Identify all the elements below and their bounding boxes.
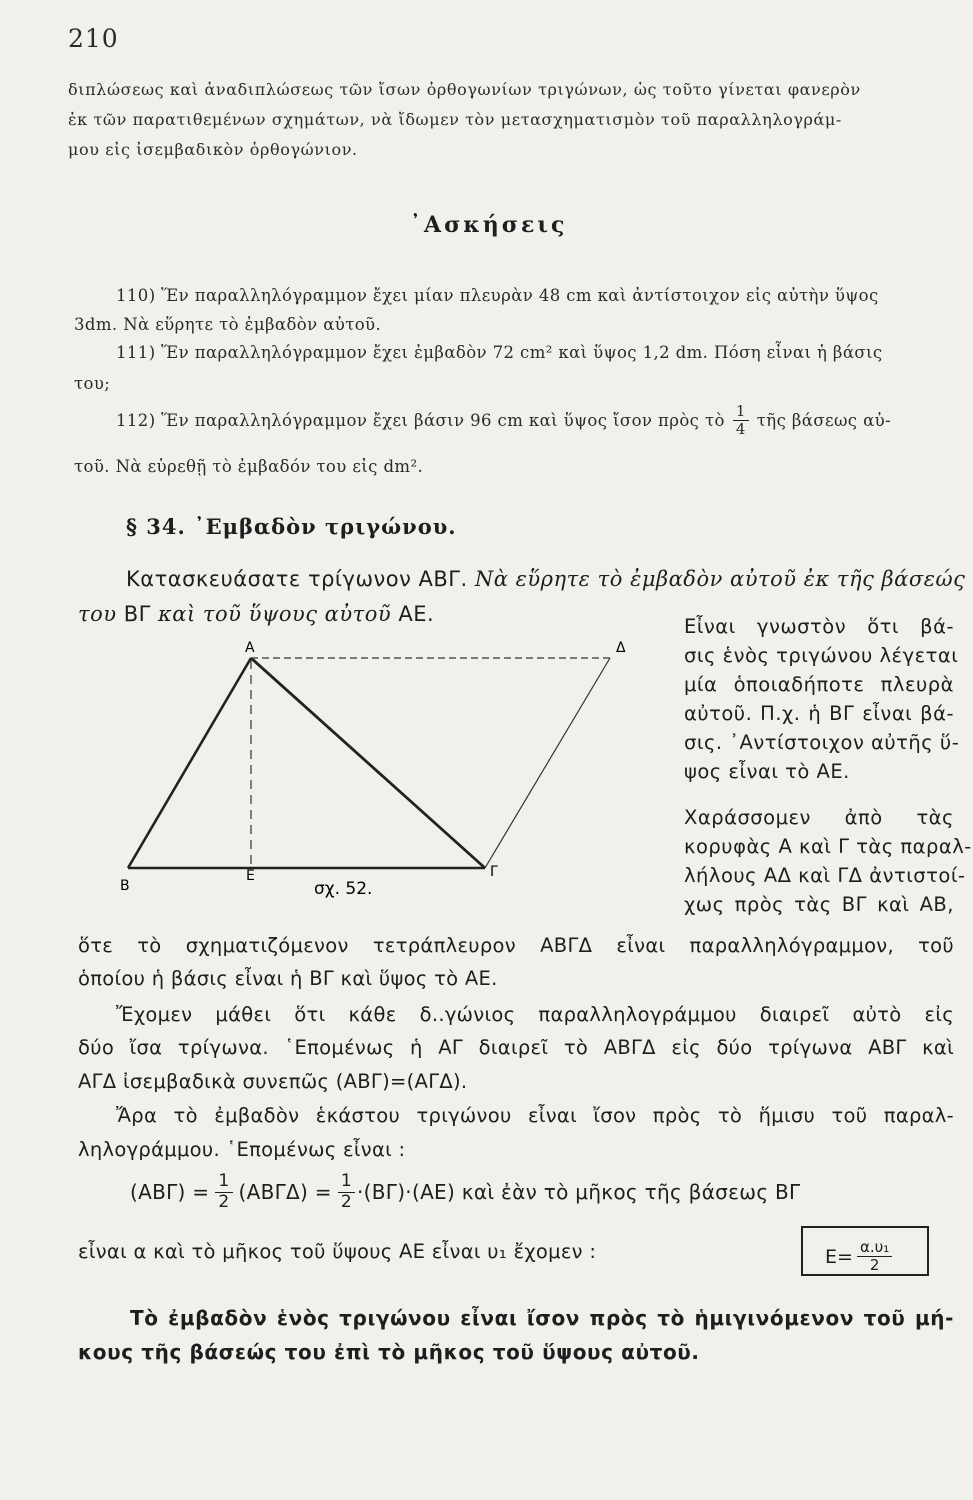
right-line-3: μία ὁποιαδήποτε πλευρὰ — [684, 673, 954, 696]
conclusion-line-1: Τὸ ἐμβαδὸν ἑνὸς τριγώνου εἶναι ἴσον πρὸς τὸ ἡμιγινόμενον τοῦ μή- — [130, 1306, 954, 1330]
exercise-110-line-2: 3dm. Νὰ εὕρητε τὸ ἐμβαδὸν αὐτοῦ. — [74, 315, 382, 334]
formula-fraction-2 — [338, 1172, 355, 1212]
right-line-9: λήλους ΑΔ καὶ ΓΔ ἀντιστοί- — [684, 864, 966, 887]
paragraph-line-1: ὅτε τὸ σχηματιζόμενον τετράπλευρον ΑΒΓΔ εἶναι παραλληλόγραμμον, τοῦ — [78, 934, 954, 957]
task-part-4: ΒΓ — [123, 602, 151, 626]
intro-line-3: μου εἰς ἰσεμβαδικὸν ὀρθογώνιον. — [68, 140, 358, 159]
exercise-111-line-1: 111) Ἕν παραλληλόγραμμον ἔχει ἐμβαδὸν 72 cm² καὶ ὕψος 1,2 dm. Πόση εἶναι ἡ βάσις — [116, 343, 883, 362]
formula-fraction-1-num: 1 — [215, 1172, 232, 1193]
label-e: Ε — [246, 868, 255, 884]
paragraph-line-2: ὁποίου ἡ βάσις εἶναι ἡ ΒΓ καὶ ὕψος τὸ ΑΕ. — [78, 967, 498, 990]
formula-line — [130, 1172, 800, 1212]
right-line-5: σις. ᾿Αντίστοιχον αὐτῆς ὕ- — [684, 731, 960, 754]
page-number: 210 — [68, 24, 119, 53]
formula-lhs: (ΑΒΓ) = — [130, 1180, 210, 1205]
boxed-formula-fraction — [857, 1239, 892, 1275]
paragraph-line-6: Ἄρα τὸ ἐμβαδὸν ἑκάστου τριγώνου εἶναι ἴσον πρὸς τὸ ἥμισυ τοῦ παραλ- — [116, 1104, 954, 1127]
boxed-formula-lhs: E= — [825, 1245, 853, 1268]
side-ab — [128, 658, 251, 868]
fraction-denominator: 4 — [735, 420, 746, 439]
label-b: Β — [120, 878, 130, 894]
formula-rhs: ·(ΒΓ)·(ΑΕ) καὶ ἐὰν τὸ μῆκος τῆς βάσεως ΒΓ — [356, 1180, 801, 1205]
boxed-formula — [825, 1239, 894, 1275]
section-title: § 34. ᾿Εμβαδὸν τριγώνου. — [126, 514, 457, 539]
intro-line-2: ἐκ τῶν παρατιθεμένων σχημάτων, νὰ ἴδωμεν τὸν μετασχηματισμὸν τοῦ παραλληλογράμ- — [68, 110, 842, 129]
figure-caption: σχ. 52. — [314, 879, 373, 899]
exercises-heading: ᾿Ασκήσεις — [410, 212, 568, 238]
exercise-112-line-2: τοῦ. Νὰ εὑρεθῇ τὸ ἐμβαδόν του εἰς dm². — [74, 457, 424, 476]
boxed-formula-den: 2 — [869, 1256, 880, 1275]
exercise-112-text-b: τῆς βάσεως αὐ- — [756, 411, 892, 431]
exercise-112-text-a: 112) Ἕν παραλληλόγραμμον ἔχει βάσιν 96 cm καὶ ὕψος ἴσον πρὸς τὸ — [116, 411, 725, 431]
right-line-1: Εἶναι γνωστὸν ὅτι βά- — [684, 615, 954, 638]
figure-52 — [100, 630, 640, 910]
right-line-2: σις ἑνὸς τριγώνου λέγεται — [684, 644, 959, 667]
side-ag — [251, 658, 485, 868]
paragraph-line-4: δύο ἴσα τρίγωνα. ῾Επομένως ἡ ΑΓ διαιρεῖ τὸ ΑΒΓΔ εἰς δύο τρίγωνα ΑΒΓ καὶ — [78, 1036, 954, 1059]
right-column — [684, 612, 972, 919]
task-part-2: Νὰ εὕρητε τὸ ἐμβαδὸν αὐτοῦ ἐκ τῆς βάσεώς — [474, 567, 966, 591]
formula-fraction-2-den: 2 — [340, 1191, 352, 1212]
formula-fraction-2-num: 1 — [338, 1172, 355, 1193]
label-g: Γ — [490, 864, 498, 880]
conclusion-line-2: κους τῆς βάσεώς του ἐπὶ τὸ μῆκος τοῦ ὕψους αὐτοῦ. — [78, 1340, 700, 1364]
formula-mid: (ΑΒΓΔ) = — [238, 1180, 332, 1205]
formula-line-2: εἶναι α καὶ τὸ μῆκος τοῦ ὕψους ΑΕ εἶναι υ₁ ἔχομεν : — [78, 1240, 597, 1263]
line-gd — [485, 658, 610, 868]
task-part-3: του — [78, 602, 117, 626]
paragraph-line-3: Ἔχομεν μάθει ὅτι κάθε δ..γώνιος παραλληλογράμμου διαιρεῖ αὐτὸ εἰς — [116, 1003, 954, 1026]
right-line-8: κορυφὰς Α καὶ Γ τὰς παραλ- — [684, 835, 972, 858]
task-part-1: Κατασκευάσατε τρίγωνον ΑΒΓ. — [126, 567, 468, 591]
formula-fraction-1-den: 2 — [218, 1191, 230, 1212]
task-line-1 — [126, 567, 965, 591]
label-d: Δ — [616, 640, 626, 656]
fraction-numerator: 1 — [733, 403, 749, 421]
label-a: Α — [245, 640, 255, 656]
exercise-112-line-1 — [116, 403, 891, 439]
task-line-2 — [78, 602, 434, 626]
paragraph-line-7: ληλογράμμου. ῾Επομένως εἶναι : — [78, 1138, 406, 1161]
formula-fraction-1 — [215, 1172, 232, 1212]
boxed-formula-num: α.υ₁ — [857, 1239, 892, 1257]
exercise-112-fraction — [733, 403, 749, 439]
task-part-5: καὶ τοῦ ὕψους αὐτοῦ — [158, 602, 392, 626]
exercise-110-line-1: 110) Ἕν παραλληλόγραμμον ἔχει μίαν πλευρὰν 48 cm καὶ ἀντίστοιχον εἰς αὐτὴν ὕψος — [116, 286, 879, 305]
intro-line-1: διπλώσεως καὶ ἀναδιπλώσεως τῶν ἴσων ὀρθογωνίων τριγώνων, ὡς τοῦτο γίνεται φανερὸν — [68, 80, 861, 99]
right-line-6: ψος εἶναι τὸ ΑΕ. — [684, 760, 850, 783]
right-line-4: αὐτοῦ. Π.χ. ἡ ΒΓ εἶναι βά- — [684, 702, 954, 725]
area-formula-box — [801, 1226, 929, 1276]
right-line-10: χως πρὸς τὰς ΒΓ καὶ ΑΒ, — [684, 893, 954, 916]
task-part-6: ΑΕ. — [398, 602, 435, 626]
right-line-7: Χαράσσομεν ἀπὸ τὰς — [684, 806, 954, 829]
exercise-111-line-2: του; — [74, 374, 111, 393]
paragraph-line-5: ΑΓΔ ἰσεμβαδικὰ συνεπῶς (ΑΒΓ)=(ΑΓΔ). — [78, 1070, 468, 1093]
